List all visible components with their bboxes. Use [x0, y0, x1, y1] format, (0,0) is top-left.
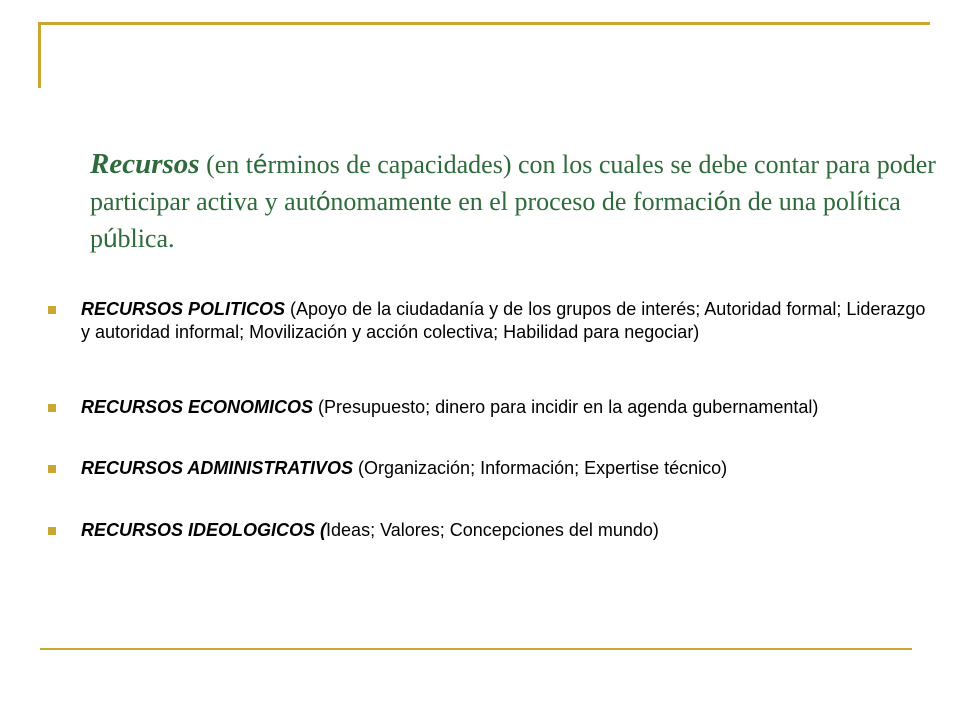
title-text: rminos de capacidades) con los cuales se debe contar para poder participar activa y aut: [90, 150, 936, 216]
title-text: n de una pol: [728, 187, 857, 216]
list-item: [48, 396, 928, 419]
slide-title: [90, 146, 956, 257]
title-text: tica p: [90, 187, 901, 253]
left-rule: [38, 22, 41, 88]
list-item: [48, 298, 928, 344]
title-text: ó: [713, 186, 729, 216]
title-text: é: [253, 149, 268, 179]
title-text: (en t: [199, 150, 253, 179]
item-detail: Ideas; Valores; Concepciones del mundo): [326, 520, 659, 540]
item-heading: RECURSOS ECONOMICOS: [81, 397, 314, 417]
title-text: nomamente en el proceso de formaci: [330, 187, 714, 216]
title-text: í: [856, 186, 864, 216]
item-heading: RECURSOS POLITICOS: [81, 299, 286, 319]
item-detail: (Apoyo de la ciudadanía y de los grupos de interés; Autoridad formal; Liderazgo y autoridad informal; Movilización y acción colectiva; Habilidad para negociar): [81, 299, 926, 342]
item-heading: RECURSOS ADMINISTRATIVOS: [81, 458, 354, 478]
item-detail: (Organización; Información; Expertise técnico): [353, 458, 728, 478]
item-detail: (Presupuesto; dinero para incidir en la agenda gubernamental): [313, 397, 819, 417]
bottom-rule: [40, 648, 912, 650]
item-heading: RECURSOS IDEOLOGICOS (: [81, 520, 327, 540]
title-text: ú: [103, 223, 118, 253]
list-item: [48, 519, 928, 542]
list-item: [48, 457, 928, 480]
title-text: ó: [315, 186, 331, 216]
title-text: blica.: [117, 224, 175, 253]
title-lead: Recursos: [90, 148, 200, 180]
top-rule: [40, 22, 930, 25]
resource-list: [48, 298, 928, 542]
